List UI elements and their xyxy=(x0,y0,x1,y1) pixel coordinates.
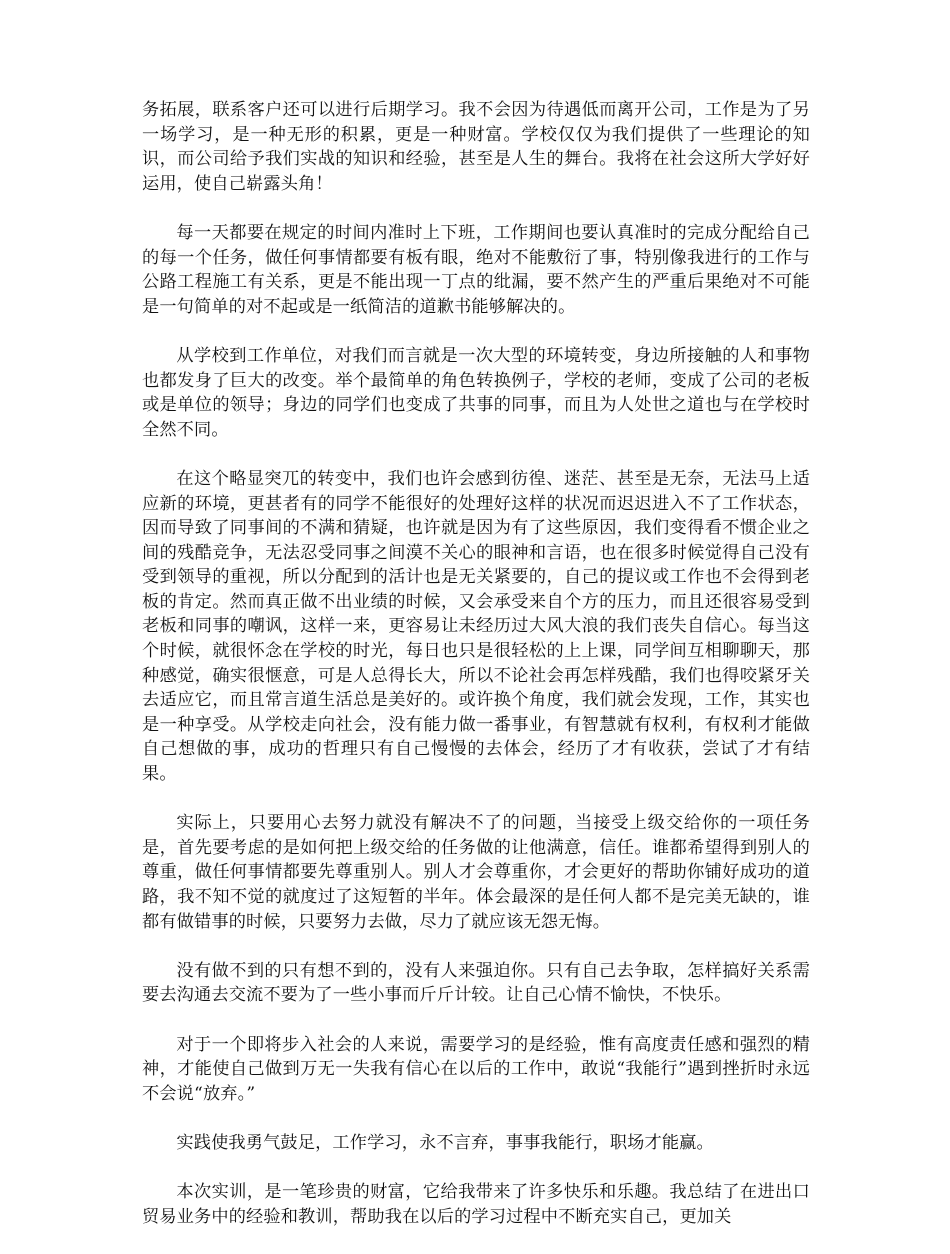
paragraph: 每一天都要在规定的时间内准时上下班，工作期间也要认真准时的完成分配给自己的每一个任务，做任何事情都要有板有眼，绝对不能敷衍了事，特别像我进行的工作与公路工程施工有关系，更是不能出现一丁点的纰漏，要不然产生的严重后果绝对不可能是一句简单的对不起或是一纸简洁的道歉书能够解决的。 xyxy=(142,222,810,317)
paragraph: 务拓展，联系客户还可以进行后期学习。我不会因为待遇低而离开公司，工作是为了另一场学习，是一种无形的积累，更是一种财富。学校仅仅为我们提供了一些理论的知识，而公司给予我们实战的知识和经验，甚至是人生的舞台。我将在社会这所大学好好运用，使自己崭露头角！ xyxy=(142,100,810,194)
paragraph: 对于一个即将步入社会的人来说，需要学习的是经验，惟有高度责任感和强烈的精神，才能使自己做到万无一失我有信心在以后的工作中，敢说“我能行”遇到挫折时永远不会说“放弃。” xyxy=(142,1034,810,1104)
paragraph: 在这个略显突兀的转变中，我们也许会感到彷徨、迷茫、甚至是无奈，无法马上适应新的环境，更甚者有的同学不能很好的处理好这样的状况而迟迟进入不了工作状态，因而导致了同事间的不满和猜疑，也许就是因为有了这些原因，我们变得看不惯企业之间的残酷竞争，无法忍受同事之间漠不关心的眼神和言语，也在很多时候觉得自己没有受到领导的重视，所以分配到的活计也是无关紧要的，自己的提议或工作也不会得到老板的肯定。然而真正做不出业绩的时候，又会承受来自个方的压力，而且还很容易受到老板和同事的嘲讽，这样一来，更容易让未经历过大风大浪的我们丧失自信心。每当这个时候，就很怀念在学校的时光，每日也只是很轻松的上上课，同学间互相聊聊天，那种感觉，确实很惬意，可是人总得长大，所以不论社会再怎样残酷，我们也得咬紧牙关去适应它，而且常言道生活总是美好的。或许换个角度，我们就会发现，工作，其实也是一种享受。从学校走向社会，没有能力做一番事业，有智慧就有权利，有权利才能做自己想做的事，成功的哲理只有自己慢慢的去体会，经历了才有收获，尝试了才有结果。 xyxy=(142,468,810,785)
paragraph: 本次实训，是一笔珍贵的财富，它给我带来了许多快乐和乐趣。我总结了在进出口贸易业务中的经验和教训，帮助我在以后的学习过程中不断充实自己，更加关 xyxy=(142,1182,810,1227)
paragraph: 没有做不到的只有想不到的，没有人来强迫你。只有自己去争取，怎样搞好关系需要去沟通去交流不要为了一些小事而斤斤计较。让自己心情不愉快，不快乐。 xyxy=(142,960,810,1006)
paragraph: 实际上，只要用心去努力就没有解决不了的问题，当接受上级交给你的一项任务是，首先要考虑的是如何把上级交给的任务做的让他满意，信任。谁都希望得到别人的尊重，做任何事情都要先尊重别人。别人才会尊重你，才会更好的帮助你铺好成功的道路，我不知不觉的就度过了这短暂的半年。体会最深的是任何人都不是完美无缺的，谁都有做错事的时候，只要努力去做，尽力了就应该无怨无悔。 xyxy=(142,813,810,932)
document-body xyxy=(142,98,810,1254)
paragraph: 实践使我勇气鼓足，工作学习，永不言弃，事事我能行，职场才能赢。 xyxy=(176,1132,714,1153)
paragraph: 从学校到工作单位，对我们而言就是一次大型的环境转变，身边所接触的人和事物也都发身了巨大的改变。举个最简单的角色转换例子，学校的老师，变成了公司的老板或是单位的领导；身边的同学们也变成了共事的同事，而且为人处世之道也与在学校时全然不同。 xyxy=(142,345,810,440)
